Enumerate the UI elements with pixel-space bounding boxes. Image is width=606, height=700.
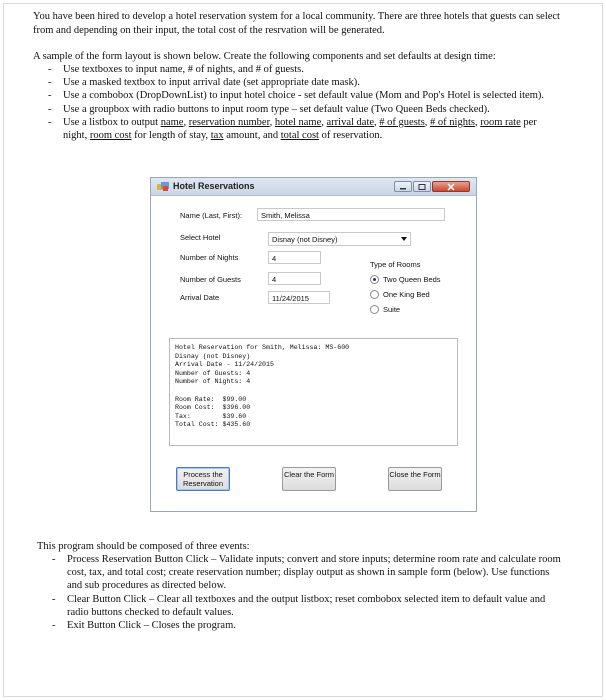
requirement-item-listbox: - Use a listbox to output name, reservation number, hotel name, arrival date, # of guests, # of nights, room rate per night, room cost for length of stay, tax amount, and total cost of reservation. [33, 116, 558, 142]
requirement-item: - Use textboxes to input name, # of nights, and # of guests. [33, 63, 558, 76]
app-icon [157, 182, 169, 192]
name-input[interactable]: Smith, Melissa [257, 208, 445, 221]
arrival-date-input[interactable]: 11/24/2015 [268, 291, 330, 304]
list-item: Number of Guests: 4 [175, 369, 251, 377]
output-listbox[interactable] [169, 338, 458, 446]
hotel-reservations-window: Hotel Reservations Name (Last, First): Smith, Melissa Select Hotel Disnay (not Disney) Number of Nights 4 Type of Rooms Two Queen Beds One King Bed Suite Number of Guests 4 Arrival Date 11/24/2015 Hotel Reservation for Smith, Melissa: MS-600 Disnay (not Disney) Arrival Date - 11/24/2015 Number of Guests: 4 Number of Nights: 4 Room Rate: $99.00 Room Cost: $396.00 Tax: $39.60 Total Cost: $435.60 Process the Reservation Clear the Form Close the Form [150, 177, 477, 512]
guests-label: Number of Guests [180, 275, 241, 284]
room-type-group-title: Type of Rooms [370, 260, 421, 269]
hotel-combobox[interactable] [268, 232, 411, 246]
close-icon [447, 183, 455, 190]
requirement-item: - Use a masked textbox to input arrival date (set appropriate date mask). [33, 76, 558, 89]
event-item: - Process Reservation Button Click – Validate inputs; convert and store inputs; determine room rate and calculate room cost, tax, and total cost; create reservation number; display output as shown in sample form (below). Use functions and sub procedures as directed below. [37, 553, 562, 593]
list-item [175, 387, 452, 396]
guests-input[interactable]: 4 [268, 272, 321, 285]
requirement-item: - Use a groupbox with radio buttons to input room type – set default value (Two Queen Beds checked). [33, 103, 558, 116]
requirements-list [33, 63, 558, 142]
title-bar[interactable] [151, 178, 476, 196]
list-item: Room Rate: $99.00 [175, 395, 247, 403]
list-item: Room Cost: $396.00 [175, 404, 251, 412]
list-item: Arrival Date - 11/24/2015 [175, 361, 274, 369]
intro-paragraph: You have been hired to develop a hotel reservation system for a local community. There are three hotels that guests can select from and depending on their input, the total cost of the resrvation will be generated. [33, 11, 560, 36]
maximize-icon [418, 184, 426, 190]
radio-button[interactable] [370, 290, 379, 299]
close-form-button[interactable]: Close the Form [388, 467, 442, 491]
minimize-button[interactable] [394, 181, 412, 192]
requirement-item: - Use a combobox (DropDownList) to input hotel choice - set default value (Mom and Pop's Hotel is selected item). [33, 89, 558, 102]
close-window-button[interactable] [432, 181, 470, 192]
window-title: Hotel Reservations [173, 181, 255, 191]
event-item: - Clear Button Click – Clear all textboxes and the output listbox; reset combobox selected item to default value and radio buttons checked to default values. [37, 593, 562, 619]
radio-button[interactable] [370, 275, 379, 284]
list-item: Number of Nights: 4 [175, 378, 251, 386]
name-label: Name (Last, First): [180, 211, 243, 220]
nights-input[interactable]: 4 [268, 251, 321, 264]
list-item: Hotel Reservation for Smith, Melissa: MS-600 [175, 344, 350, 351]
event-item: - Exit Button Click – Closes the program. [37, 619, 562, 632]
process-reservation-button[interactable]: Process the Reservation [176, 467, 230, 491]
radio-button[interactable] [370, 305, 379, 314]
requirements-intro: A sample of the form layout is shown below. Create the following components and set defaults at design time: [33, 51, 496, 62]
nights-label: Number of Nights [180, 253, 239, 262]
hotel-combobox-value: Disnay (not Disney) [272, 235, 338, 244]
clear-form-button[interactable]: Clear the Form [282, 467, 336, 491]
list-item: Total Cost: $435.60 [175, 421, 251, 429]
arrival-label: Arrival Date [180, 293, 220, 302]
chevron-down-icon[interactable] [401, 237, 407, 241]
list-item: Tax: $39.60 [175, 412, 247, 420]
minimize-icon [399, 184, 407, 190]
list-item: Disnay (not Disney) [175, 352, 251, 360]
events-intro: This program should be composed of three events: [37, 541, 250, 552]
maximize-button[interactable] [413, 181, 431, 192]
hotel-label: Select Hotel [180, 233, 221, 242]
events-list [37, 553, 562, 632]
